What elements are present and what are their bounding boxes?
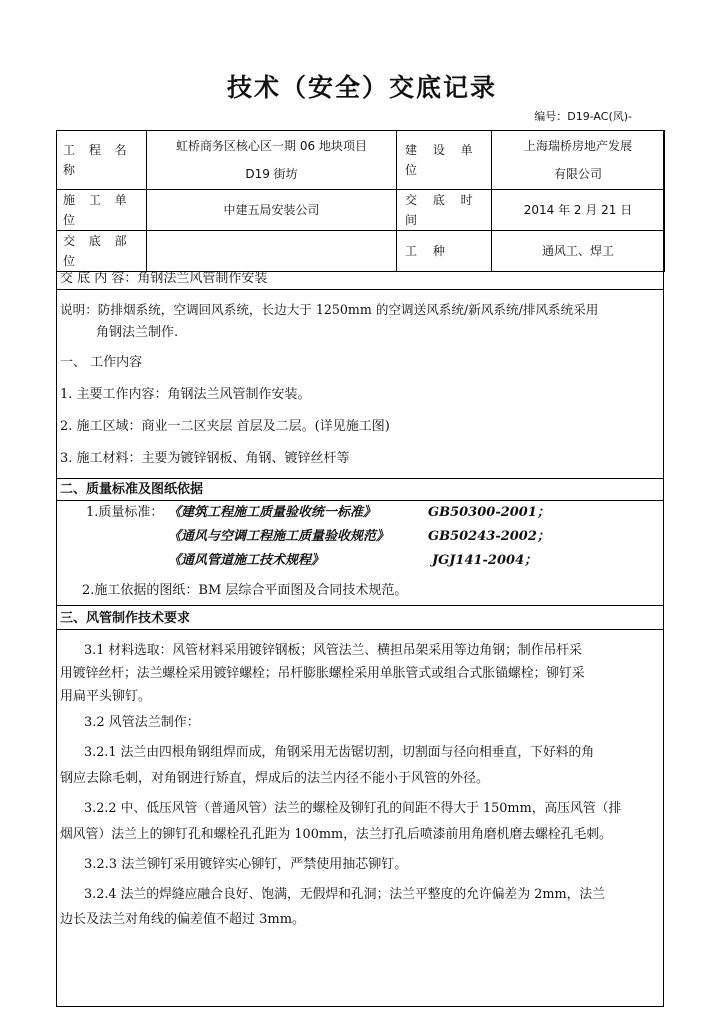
builder-line1: 上海瑞桥房地产发展 — [523, 139, 632, 153]
section1-title: 一、 工作内容 — [60, 355, 143, 370]
standards-prefix: 1.质量标准： — [86, 505, 164, 520]
dept-label: 交 底 部 位 — [57, 231, 147, 272]
section1-item: 3. 施工材料：主要为镀锌钢板、角钢、镀锌丝杆等 — [60, 451, 350, 466]
para-3-1-line: 用扁平头铆钉。 — [60, 689, 152, 704]
project-name-value — [147, 131, 397, 190]
standard-name: 《通风与空调工程施工质量验收规范》 — [168, 529, 390, 544]
contractor-label: 施 工 单 位 — [57, 190, 147, 231]
header-table — [56, 130, 665, 272]
para-3-2: 3.2 风管法兰制作： — [84, 715, 200, 730]
header-row-dept — [57, 231, 665, 272]
document-number: 编号：D19-AC(风)- — [534, 110, 632, 123]
para-3-1-line: 用镀锌丝杆；法兰螺栓采用镀锌螺栓；吊杆膨胀螺栓采用单胀管式或组合式胀锚螺栓；铆钉采 — [60, 666, 585, 681]
para-3-2-2-line: 烟风管）法兰上的铆钉孔和螺栓孔孔距为 100mm，法兰打孔后喷漆前用角磨机磨去螺栓孔毛刺。 — [60, 827, 612, 842]
para-3-1-line: 3.1 材料选取：风管材料采用镀锌钢板；风管法兰、横担吊架采用等边角钢；制作吊杆采 — [84, 643, 582, 658]
trade-label: 工 种 — [397, 231, 492, 272]
section1-item: 1. 主要工作内容：角钢法兰风管制作安装。 — [60, 387, 311, 402]
note-line2: 角钢法兰制作. — [96, 325, 179, 340]
standard-code: GB50243-2002； — [428, 529, 550, 544]
para-3-2-3: 3.2.3 法兰铆钉采用镀锌实心铆钉，严禁使用抽芯铆钉。 — [84, 857, 408, 872]
header-row-contractor — [57, 190, 665, 231]
document-title: 技术（安全）交底记录 — [226, 73, 497, 102]
project-name-line2: D19 街坊 — [245, 167, 298, 181]
standard-name: 《通风管道施工技术规程》 — [168, 553, 325, 568]
contractor-value: 中建五局安装公司 — [147, 190, 397, 231]
project-name-label: 工 程 名 称 — [57, 131, 147, 190]
time-value: 2014 年 2 月 21 日 — [492, 190, 665, 231]
builder-label: 建 设 单 位 — [397, 131, 492, 190]
divider-sec3-title — [56, 629, 664, 630]
trade-value: 通风工、焊工 — [492, 231, 665, 272]
para-3-2-1-line: 3.2.1 法兰由四根角钢组焊而成，角钢采用无齿锯切割，切割面与径向相垂直，下好料的角 — [84, 745, 595, 760]
project-name-line1: 虹桥商务区核心区一期 06 地块项目 — [176, 139, 367, 153]
drawings-line: 2.施工依据的图纸：BM 层综合平面图及合同技术规范。 — [82, 583, 408, 598]
divider-sec3 — [56, 605, 664, 606]
header-row-project — [57, 131, 665, 190]
para-3-2-1-line: 钢应去除毛刺，对角钢进行矫直，焊成后的法兰内径不能小于风管的外径。 — [60, 771, 490, 786]
time-label: 交 底 时 间 — [397, 190, 492, 231]
standard-code: JGJ141-2004； — [432, 553, 538, 568]
note-line1: 说明：防排烟系统，空调回风系统，长边大于 1250mm 的空调送风系统/新风系统/排风系统采用 — [60, 302, 599, 317]
para-3-2-4-line: 3.2.4 法兰的焊缝应融合良好、饱满，无假焊和孔洞；法兰平整度的允许偏差为 2mm，法兰 — [84, 887, 605, 902]
dept-value — [147, 231, 397, 272]
builder-line2: 有限公司 — [553, 167, 602, 181]
divider-subject — [56, 289, 664, 290]
standard-code: GB50300-2001； — [428, 505, 550, 520]
para-3-2-4-line: 边长及法兰对角线的偏差值不超过 3mm。 — [60, 912, 306, 927]
section3-title: 三、风管制作技术要求 — [60, 611, 191, 626]
section2-title: 二、质量标准及图纸依据 — [60, 482, 204, 497]
para-3-2-2-line: 3.2.2 中、低压风管（普通风管）法兰的螺栓及铆钉孔的间距不得大于 150mm，高压风管（排 — [84, 801, 622, 816]
subject-line: 交 底 内 容：角钢法兰风管制作安装 — [60, 271, 268, 286]
builder-value — [492, 131, 665, 190]
section1-item: 2. 施工区域：商业一二区夹层 首层及二层。(详见施工图) — [60, 419, 390, 434]
standard-name: 《建筑工程施工质量验收统一标准》 — [168, 505, 377, 520]
